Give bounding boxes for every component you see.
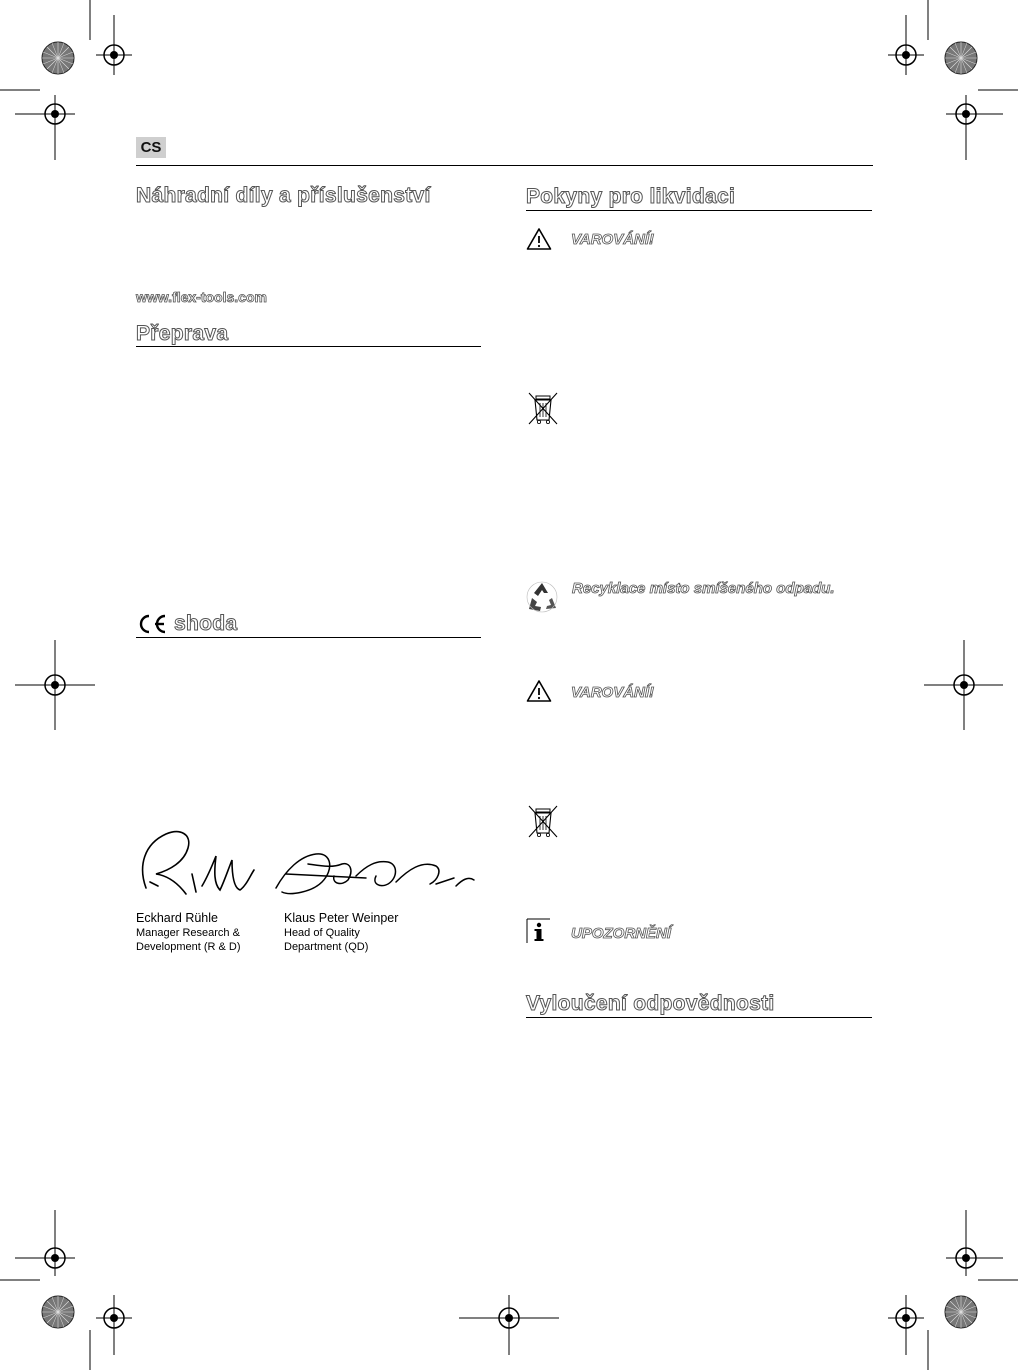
warning-label-1: VAROVÁNÍ! xyxy=(571,231,655,248)
language-badge: CS xyxy=(136,137,166,158)
ce-heading-rule xyxy=(136,637,481,638)
weee-bin-icon xyxy=(526,803,560,839)
spare-parts-heading: Náhradní díly a příslušenství xyxy=(136,184,431,207)
recycling-note: Recyklace místo smíšeného odpadu. xyxy=(572,580,835,597)
header-rule xyxy=(136,165,873,166)
transport-heading-rule xyxy=(136,346,481,347)
ce-heading: shoda xyxy=(174,612,238,635)
recycling-icon xyxy=(525,580,559,614)
signatory-2-role-line2: Department (QD) xyxy=(284,941,369,953)
info-icon xyxy=(526,918,552,944)
signature-ruhle xyxy=(143,832,254,894)
liability-heading-rule xyxy=(526,1017,872,1018)
signatory-2-role-line1: Head of Quality xyxy=(284,927,360,939)
signatory-1-role-line2: Development (R & D) xyxy=(136,941,241,953)
signature-weinper xyxy=(276,854,474,894)
signatory-1-role-line1: Manager Research & xyxy=(136,927,240,939)
warning-label-2: VAROVÁNÍ! xyxy=(571,684,655,701)
website-link[interactable]: www.flex-tools.com xyxy=(136,289,267,305)
weee-bin-icon xyxy=(526,390,560,426)
ce-mark-icon xyxy=(136,613,168,635)
signatory-2-name: Klaus Peter Weinper xyxy=(284,911,399,925)
transport-heading: Přeprava xyxy=(136,322,229,345)
warning-triangle-icon xyxy=(526,679,552,703)
note-label: UPOZORNĚNÍ xyxy=(571,925,672,942)
disposal-heading: Pokyny pro likvidaci xyxy=(526,185,736,208)
signatory-1-name: Eckhard Rühle xyxy=(136,911,218,925)
liability-heading: Vyloučení odpovědnosti xyxy=(526,992,775,1015)
warning-triangle-icon xyxy=(526,227,552,251)
signature-images xyxy=(136,826,476,906)
disposal-heading-rule xyxy=(526,210,872,211)
